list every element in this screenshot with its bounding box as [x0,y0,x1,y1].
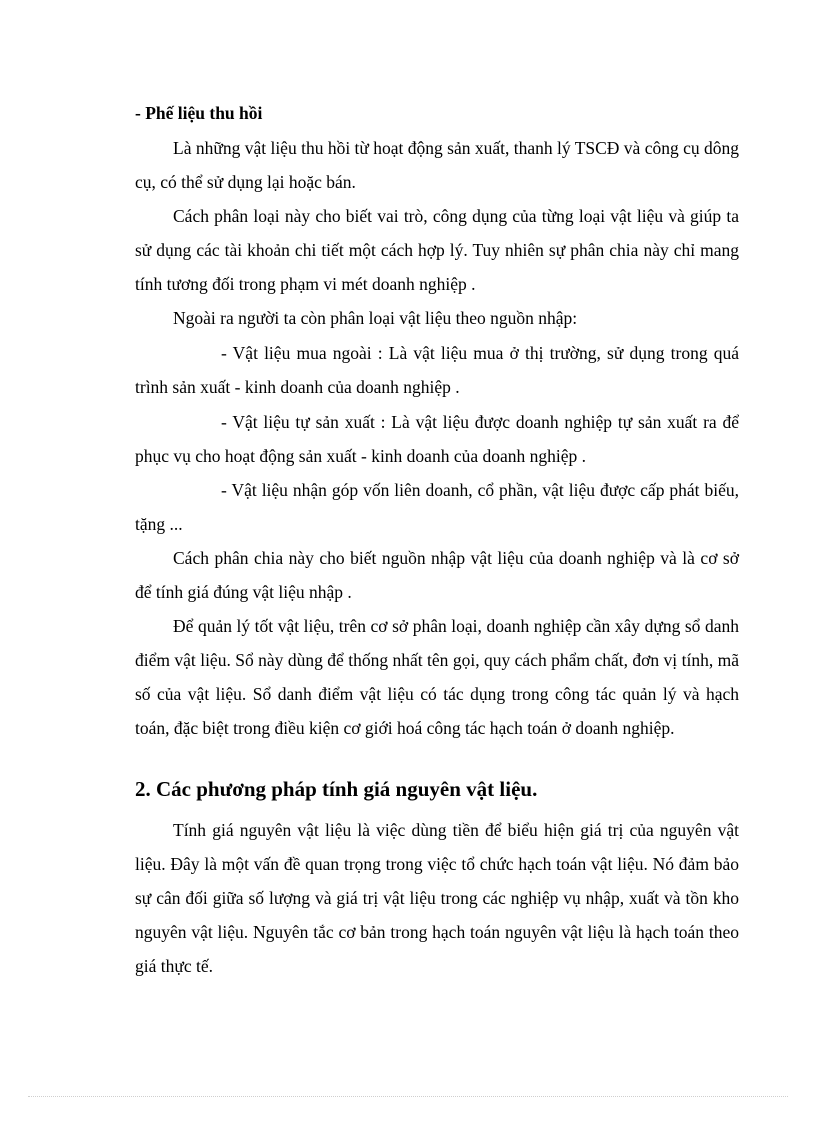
footer-divider [28,1096,788,1097]
paragraph-classification-purpose: Cách phân chia này cho biết nguồn nhập vật liệu của doanh nghiệp và là cơ sở để tính giá đúng vật liệu nhập . [135,548,739,602]
paragraph-scrap-definition: Là những vật liệu thu hồi từ hoạt động sản xuất, thanh lý TSCĐ và công cụ dông cụ, có thể sử dụng lại hoặc bán. [135,138,739,192]
bullet-contributed-materials: - Vật liệu nhận góp vốn liên doanh, cổ phần, vật liệu được cấp phát biếu, tặng ... [135,480,739,534]
bullet-self-produced-materials: - Vật liệu tự sản xuất : Là vật liệu được doanh nghiệp tự sản xuất ra để phục vụ cho hoạt động sản xuất - kinh doanh của doanh nghiệp . [135,412,739,466]
paragraph-classification-role: Cách phân loại này cho biết vai trò, công dụng của từng loại vật liệu và giúp ta sử dụng các tài khoản chi tiết một cách hợp lý. Tuy nhiên sự phân chia này chỉ mang tính tương đối trong phạm vi mét doanh nghiệp . [135,206,739,294]
paragraph-valuation: Tính giá nguyên vật liệu là việc dùng tiền để biểu hiện giá trị của nguyên vật liệu. Đây là một vấn đề quan trọng trong việc tổ chức hạch toán vật liệu. Nó đảm bảo sự cân đối giữa số lượng và giá trị vật liệu trong các nghiệp vụ nhập, xuất và tồn kho nguyên vật liệu. Nguyên tắc cơ bản trong hạch toán nguyên vật liệu là hạch toán theo giá thực tế. [135,820,739,976]
paragraph-source-intro: Ngoài ra người ta còn phân loại vật liệu theo nguồn nhập: [173,308,578,328]
section-heading: 2. Các phương pháp tính giá nguyên vật liệu. [135,777,538,801]
paragraph-material-catalog: Để quản lý tốt vật liệu, trên cơ sở phân loại, doanh nghiệp cần xây dựng sổ danh điểm vật liệu. Sổ này dùng để thống nhất tên gọi, quy cách phẩm chất, đơn vị tính, mã số của vật liệu. Sổ danh điểm vật liệu có tác dụng trong công tác quản lý và hạch toán, đặc biệt trong điều kiện cơ giới hoá công tác hạch toán ở doanh nghiệp. [135,616,739,738]
bullet-purchased-materials: - Vật liệu mua ngoài : Là vật liệu mua ở thị trường, sử dụng trong quá trình sản xuất - kinh doanh của doanh nghiệp . [135,343,739,397]
section-label: - Phế liệu thu hồi [135,103,263,123]
